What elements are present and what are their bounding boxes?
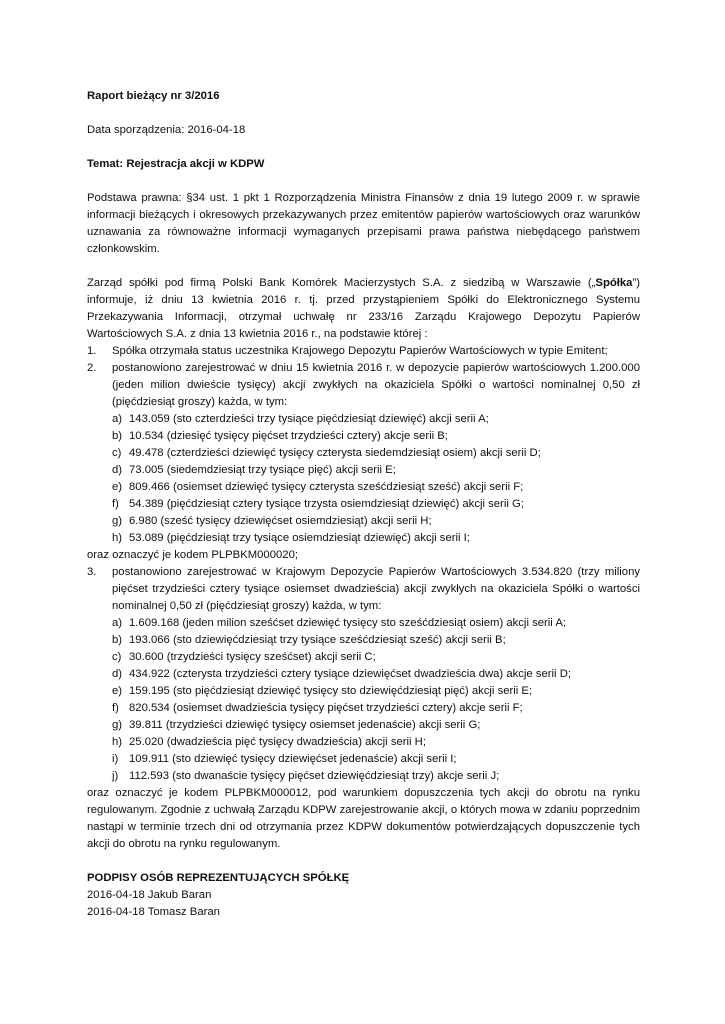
report-title: Raport bieżący nr 3/2016 <box>87 90 220 102</box>
intro-paragraph <box>87 275 640 343</box>
subitem-letter: f) <box>112 702 119 714</box>
item-text: postanowiono zarejestrować w Krajowym Depozycie Papierów Wartościowych 3.534.820 (trzy miliony pięćset trzydzieści cztery tysiące osiemset dwadzieścia) akcji zwykłych na okaziciela Spółki o wartości nominalnej 0,50 zł (pięćdziesiąt groszy) każda, w tym: <box>112 566 640 612</box>
subitem-text: 73.005 (siedemdziesiąt trzy tysiące pięć) akcji serii E; <box>129 464 396 476</box>
item-number: 3. <box>87 566 97 578</box>
list-item <box>112 632 640 649</box>
intro-text-b: ”) informuje, iż dniu 13 kwietnia 2016 r. tj. przed przystąpieniem Spółki do Elektronicznego Systemu Przekazywania Informacji, otrzymał uchwałę nr 233/16 Zarządu Krajowego Depozytu Papierów Wartościowych S.A. z dnia 13 kwietnia 2016 r., na podstawie której : <box>87 277 640 340</box>
subitem-text: 10.534 (dziesięć tysięcy pięćset trzydzieści cztery) akcje serii B; <box>129 430 448 442</box>
subitem-text: 6.980 (sześć tysięcy dziewięćset osiemdziesiąt) akcji serii H; <box>129 515 432 527</box>
list-item <box>112 734 640 751</box>
item-text: postanowiono zarejestrować w dniu 15 kwietnia 2016 r. w depozycie papierów wartościowych 1.200.000 (jeden milion dwieście tysięcy) akcji zwykłych na okaziciela Spółki o wartości nominalnej 0,50 zł (pięćdziesiąt groszy) każda, w tym: <box>112 362 640 408</box>
item-number: 1. <box>87 345 97 357</box>
list-item <box>112 717 640 734</box>
subitem-text: 39.811 (trzydzieści dziewięć tysięcy osiemset jedenaście) akcji serii G; <box>129 719 481 731</box>
subitem-text: 109.911 (sto dziewięć tysięcy dziewięćset jedenaście) akcji serii I; <box>129 753 457 765</box>
item-text: Spółka otrzymała status uczestnika Krajowego Depozytu Papierów Wartościowych w typie Emitent; <box>112 345 608 357</box>
code-note-3: oraz oznaczyć je kodem PLPBKM000012, pod warunkiem dopuszczenia tych akcji do obrotu na rynku regulowanym. Zgodnie z uchwałą Zarządu KDPW zarejestrowanie akcji, o których mowa w zdaniu poprzednim nastąpi w terminie trzech dni od otrzymania przez KDPW dokumentów potwierdzających dopuszczenie tych akcji do obrotu na rynku regulowanym. <box>87 787 640 850</box>
subitem-letter: f) <box>112 498 119 510</box>
subitem-letter: c) <box>112 651 122 663</box>
subitem-letter: i) <box>112 753 119 765</box>
list-item <box>112 649 640 666</box>
subitem-letter: a) <box>112 413 123 425</box>
subitem-letter: e) <box>112 685 123 697</box>
list-item <box>112 683 640 700</box>
list-item <box>112 751 640 768</box>
subitem-letter: d) <box>112 668 123 680</box>
subitem-letter: a) <box>112 617 123 629</box>
report-topic: Temat: Rejestracja akcji w KDPW <box>87 158 265 170</box>
subitem-letter: c) <box>112 447 122 459</box>
subitem-text: 1.609.168 (jeden milion sześćset dziewięć tysięcy sto sześćdziesiąt osiem) akcji serii A; <box>129 617 566 629</box>
signatures-heading: PODPISY OSÓB REPREZENTUJĄCYCH SPÓŁKĘ <box>87 872 350 884</box>
subitem-letter: e) <box>112 481 123 493</box>
resolution-list <box>87 343 640 547</box>
intro-text-a: Zarząd spółki pod firmą Polski Bank Komórek Macierzystych S.A. z siedzibą w Warszawie („ <box>87 277 596 289</box>
item-number: 2. <box>87 362 97 374</box>
subitem-text: 25.020 (dwadzieścia pięć tysięcy dwadzieścia) akcji serii H; <box>129 736 426 748</box>
list-item <box>112 462 640 479</box>
list-item <box>112 479 640 496</box>
subitem-letter: g) <box>112 719 123 731</box>
list-item <box>112 428 640 445</box>
list-item-1 <box>87 343 640 360</box>
subitem-text: 434.922 (czterysta trzydzieści cztery tysiące dziewięćset dwadzieścia dwa) akcje serii D; <box>129 668 571 680</box>
subitem-letter: g) <box>112 515 123 527</box>
subitem-text: 193.066 (sto dziewięćdziesiąt trzy tysiące sześćdziesiąt sześć) akcji serii B; <box>129 634 506 646</box>
list-item <box>112 700 640 717</box>
list-item-2 <box>87 360 640 547</box>
list-item <box>112 768 640 785</box>
resolution-list-cont <box>87 564 640 785</box>
series-list-3 <box>112 615 640 785</box>
subitem-text: 143.059 (sto czterdzieści trzy tysiące pięćdziesiąt dziewięć) akcji serii A; <box>129 413 489 425</box>
subitem-text: 30.600 (trzydzieści tysięcy sześćset) akcji serii C; <box>129 651 376 663</box>
code-note-2: oraz oznaczyć je kodem PLPBKM000020; <box>87 549 298 561</box>
subitem-letter: h) <box>112 736 123 748</box>
intro-company-term: Spółka <box>595 277 633 289</box>
signature-line: 2016-04-18 Jakub Baran <box>87 889 212 901</box>
list-item <box>112 513 640 530</box>
list-item <box>112 445 640 462</box>
subitem-letter: j) <box>112 770 119 782</box>
subitem-text: 820.534 (osiemset dwadzieścia tysięcy pięćset trzydzieści cztery) akcje serii F; <box>129 702 523 714</box>
signature-line: 2016-04-18 Tomasz Baran <box>87 906 220 918</box>
list-item <box>112 496 640 513</box>
subitem-text: 112.593 (sto dwanaście tysięcy pięćset dziewięćdziesiąt trzy) akcje serii J; <box>129 770 500 782</box>
list-item-3 <box>87 564 640 785</box>
report-document <box>87 88 640 921</box>
subitem-letter: d) <box>112 464 123 476</box>
subitem-text: 809.466 (osiemset dziewięć tysięcy czterysta sześćdziesiąt sześć) akcji serii F; <box>129 481 524 493</box>
subitem-letter: b) <box>112 634 123 646</box>
list-item <box>112 530 640 547</box>
list-item <box>112 666 640 683</box>
series-list-2 <box>112 411 640 547</box>
subitem-text: 49.478 (czterdzieści dziewięć tysięcy czterysta siedemdziesiąt osiem) akcji serii D; <box>129 447 541 459</box>
list-item <box>112 615 640 632</box>
report-date: Data sporządzenia: 2016-04-18 <box>87 124 246 136</box>
subitem-text: 54.389 (pięćdziesiąt cztery tysiące trzysta osiemdziesiąt dziewięć) akcji serii G; <box>129 498 524 510</box>
subitem-letter: h) <box>112 532 123 544</box>
subitem-text: 159.195 (sto pięćdziesiąt dziewięć tysięcy sto dziewięćdziesiąt pięć) akcji serii E; <box>129 685 533 697</box>
list-item <box>112 411 640 428</box>
subitem-letter: b) <box>112 430 123 442</box>
legal-basis: Podstawa prawna: §34 ust. 1 pkt 1 Rozporządzenia Ministra Finansów z dnia 19 lutego 2009 r. w sprawie informacji bieżących i okresowych przekazywanych przez emitentów papierów wartościowych oraz warunków uznawania za równoważne informacji wymaganych przepisami prawa państwa niebędącego państwem członkowskim. <box>87 192 640 255</box>
subitem-text: 53.089 (pięćdziesiąt trzy tysiące osiemdziesiąt dziewięć) akcji serii I; <box>129 532 470 544</box>
